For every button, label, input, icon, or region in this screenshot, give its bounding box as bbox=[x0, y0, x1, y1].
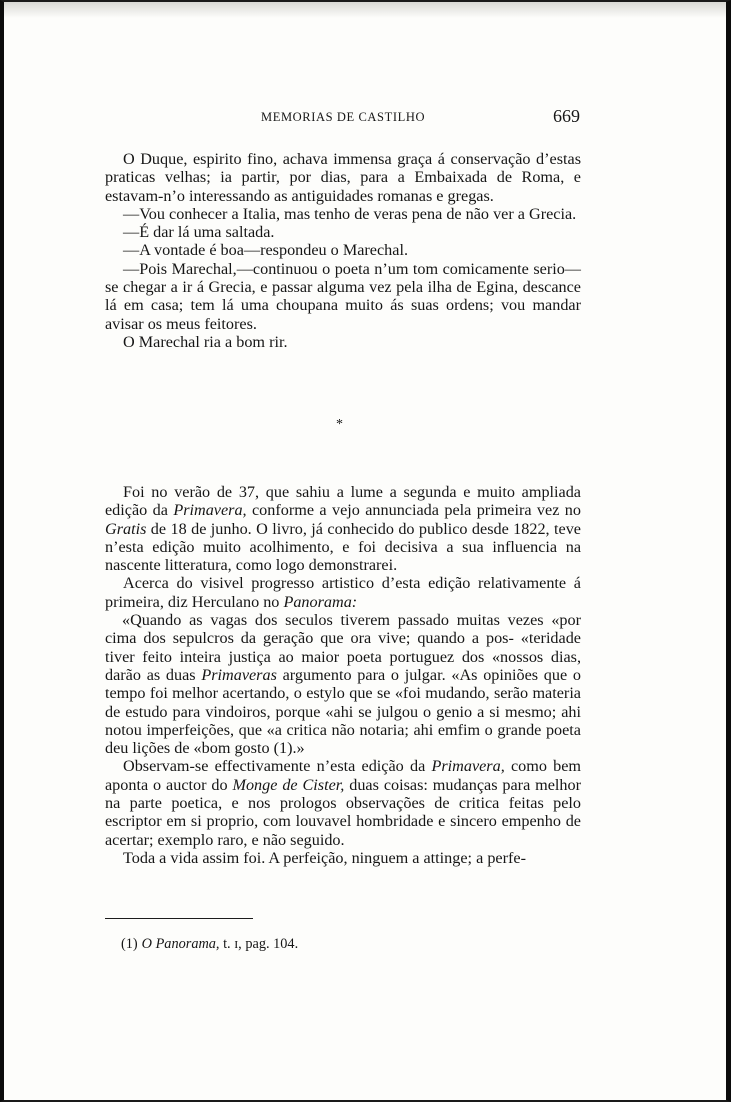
footnote-marker: (1) bbox=[121, 936, 138, 952]
running-title: MEMORIAS DE CASTILHO bbox=[261, 110, 426, 124]
scan-edge bbox=[4, 2, 726, 18]
italic-title: Primavera, bbox=[173, 501, 247, 520]
paragraph bbox=[105, 757, 581, 848]
paragraph: —A vontade é boa—respondeu o Marechal. bbox=[123, 241, 408, 260]
section-separator: * bbox=[336, 417, 343, 432]
text-run: Observam-se effectivamente n’esta edição da bbox=[123, 757, 432, 776]
text-run: «Quando as vagas dos seculos tiverem passado muitas vezes «por cima dos sepulcros da geração que ora vive; quando a pos- «teridade tiver feito inteira justiça ao maior poeta portuguez dos «nossos dias, darão as duas bbox=[105, 611, 581, 684]
text-run: argumento para o julgar. «As opiniões que o tempo foi melhor acertando, o estylo que se «foi mudando, serão materia de estudo para vindoiros, porque «ahi se julgou o genio a si mesmo; ahi notou imperfeições, que «a critica não notaria; ahi emfim o grande poeta deu lições de «bom gosto (1).» bbox=[105, 665, 581, 758]
paragraph bbox=[105, 483, 581, 574]
text-run: Foi no verão de 37, que sahiu a lume a segunda e muito ampliada edição da bbox=[105, 483, 581, 520]
footnote-rule bbox=[105, 918, 253, 919]
paragraph: —É dar lá uma saltada. bbox=[123, 223, 275, 242]
paragraph: O Marechal ria a bom rir. bbox=[123, 332, 288, 351]
text-run: de 18 de junho. O livro, já conhecido do publico desde 1822, teve n’esta edição muito acolhimento, e foi decisiva a sua influencia na nascente litteratura, como logo demonstrarei. bbox=[105, 519, 581, 575]
text-run: t. ɪ, pag. 104. bbox=[219, 936, 299, 952]
italic-title: Gratis bbox=[105, 519, 147, 538]
text-run: Acerca do visivel progresso artistico d’esta edição relativamente á primeira, diz Herculano no bbox=[105, 574, 581, 611]
text-run: como bem aponta o auctor do bbox=[105, 757, 581, 794]
paragraph: —Vou conhecer a Italia, mas tenho de veras pena de não ver a Grecia. bbox=[123, 204, 577, 223]
italic-title: O Panorama, bbox=[141, 936, 220, 952]
paragraph: —Pois Marechal,—continuou o poeta n’um tom comicamente serio—se chegar a ir á Grecia, e passar alguma vez pela ilha de Egina, descance lá em casa; tem lá uma choupana muito ás suas ordens; vou mandar avisar os meus feitores. bbox=[105, 259, 581, 333]
text-run: conforme a vejo annunciada pela primeira vez no bbox=[246, 501, 581, 520]
primavera-section bbox=[105, 483, 581, 867]
page-header bbox=[4, 106, 726, 130]
italic-title: Panorama: bbox=[283, 592, 358, 611]
paragraph: Toda a vida assim foi. A perfeição, ninguem a attinge; a perfe- bbox=[123, 848, 526, 867]
italic-title: Primavera, bbox=[431, 757, 505, 776]
text-run: duas coisas: mudanças para melhor na parte poetica, e nos prologos observações de critica feitas pelo escriptor em si proprio, com louvavel hombridade e sincero empenho de acertar; exemplo raro, e não seguido. bbox=[105, 775, 582, 849]
paragraph bbox=[105, 574, 581, 611]
italic-title: Primaveras bbox=[201, 665, 277, 684]
quotation bbox=[105, 611, 581, 757]
footnote bbox=[121, 936, 302, 953]
italic-title: Monge de Cister, bbox=[232, 775, 345, 794]
page-number: 669 bbox=[553, 106, 580, 126]
paragraph: O Duque, espirito fino, achava immensa graça á conservação d’estas praticas velhas; ia partir, por dias, para a Embaixada de Roma, e estavam-n’o interessando as antiguidades romanas e gregas. bbox=[105, 150, 581, 205]
dialogue-section bbox=[105, 150, 581, 351]
